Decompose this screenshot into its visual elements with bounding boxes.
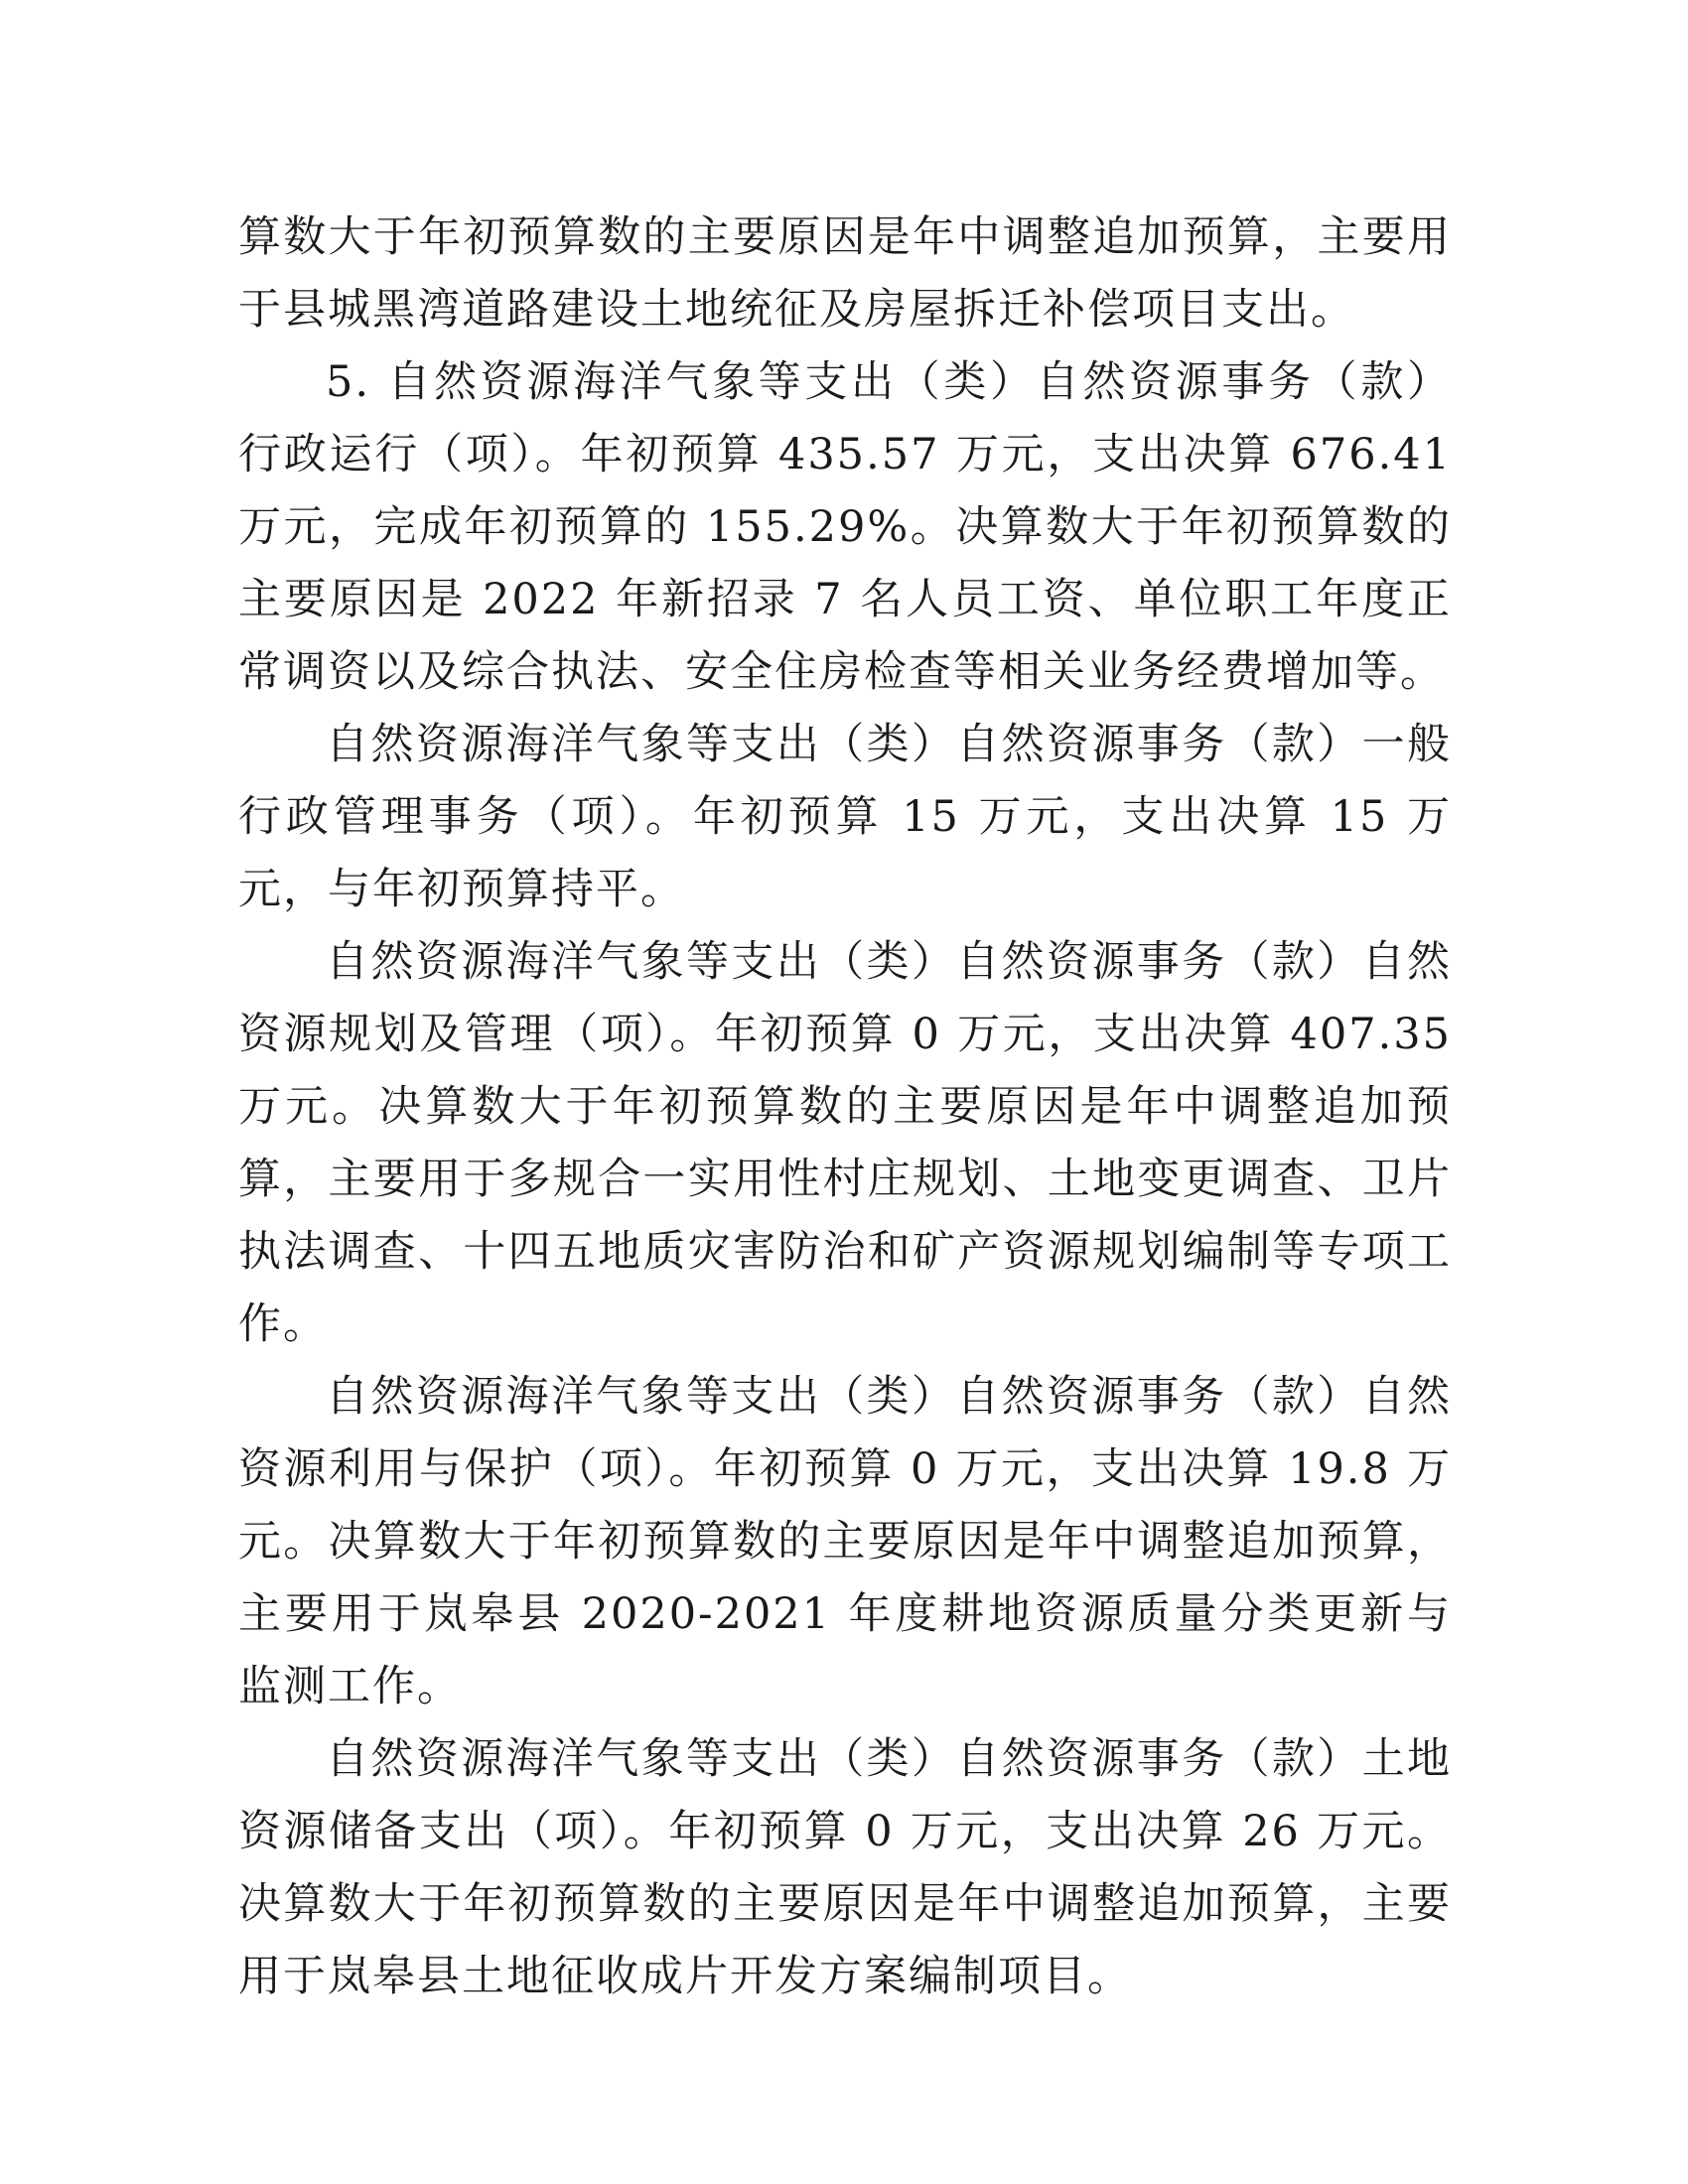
paragraph-general-administrative-affairs: 自然资源海洋气象等支出（类）自然资源事务（款）一般行政管理事务（项）。年初预算 15 万元，支出决算 15 万元，与年初预算持平。 [238, 720, 1452, 914]
paragraph-land-reserve-expenditure: 自然资源海洋气象等支出（类）自然资源事务（款）土地资源储备支出（项）。年初预算 0 万元，支出决算 26 万元。决算数大于年初预算数的主要原因是年中调整追加预算，主要用于岚皋县土地征收成片开发方案编制项目。 [238, 1734, 1452, 2001]
paragraph-resource-utilization-protection: 自然资源海洋气象等支出（类）自然资源事务（款）自然资源利用与保护（项）。年初预算 0 万元，支出决算 19.8 万元。决算数大于年初预算数的主要原因是年中调整追加预算，主要用于岚皋县 2020-2021 年度耕地资源质量分类更新与监测工作。 [238, 1372, 1452, 1711]
paragraph-continuation: 算数大于年初预算数的主要原因是年中调整追加预算，主要用于县城黑湾道路建设土地统征及房屋拆迁补偿项目支出。 [238, 212, 1452, 335]
paragraph-resource-planning-management: 自然资源海洋气象等支出（类）自然资源事务（款）自然资源规划及管理（项）。年初预算 0 万元，支出决算 407.35 万元。决算数大于年初预算数的主要原因是年中调整追加预算，主要用于多规合一实用性村庄规划、土地变更调查、卫片执法调查、十四五地质灾害防治和矿产资源规划编制等专项工作。 [238, 937, 1452, 1349]
paragraph-item-5-administrative-operation: 5. 自然资源海洋气象等支出（类）自然资源事务（款）行政运行（项）。年初预算 435.57 万元，支出决算 676.41 万元，完成年初预算的 155.29%。决算数大于年初预算数的主要原因是 2022 年新招录 7 名人员工资、单位职工年度正常调资以及综合执法、安全住房检查等相关业务经费增加等。 [238, 357, 1452, 697]
document-body [238, 202, 1452, 2013]
